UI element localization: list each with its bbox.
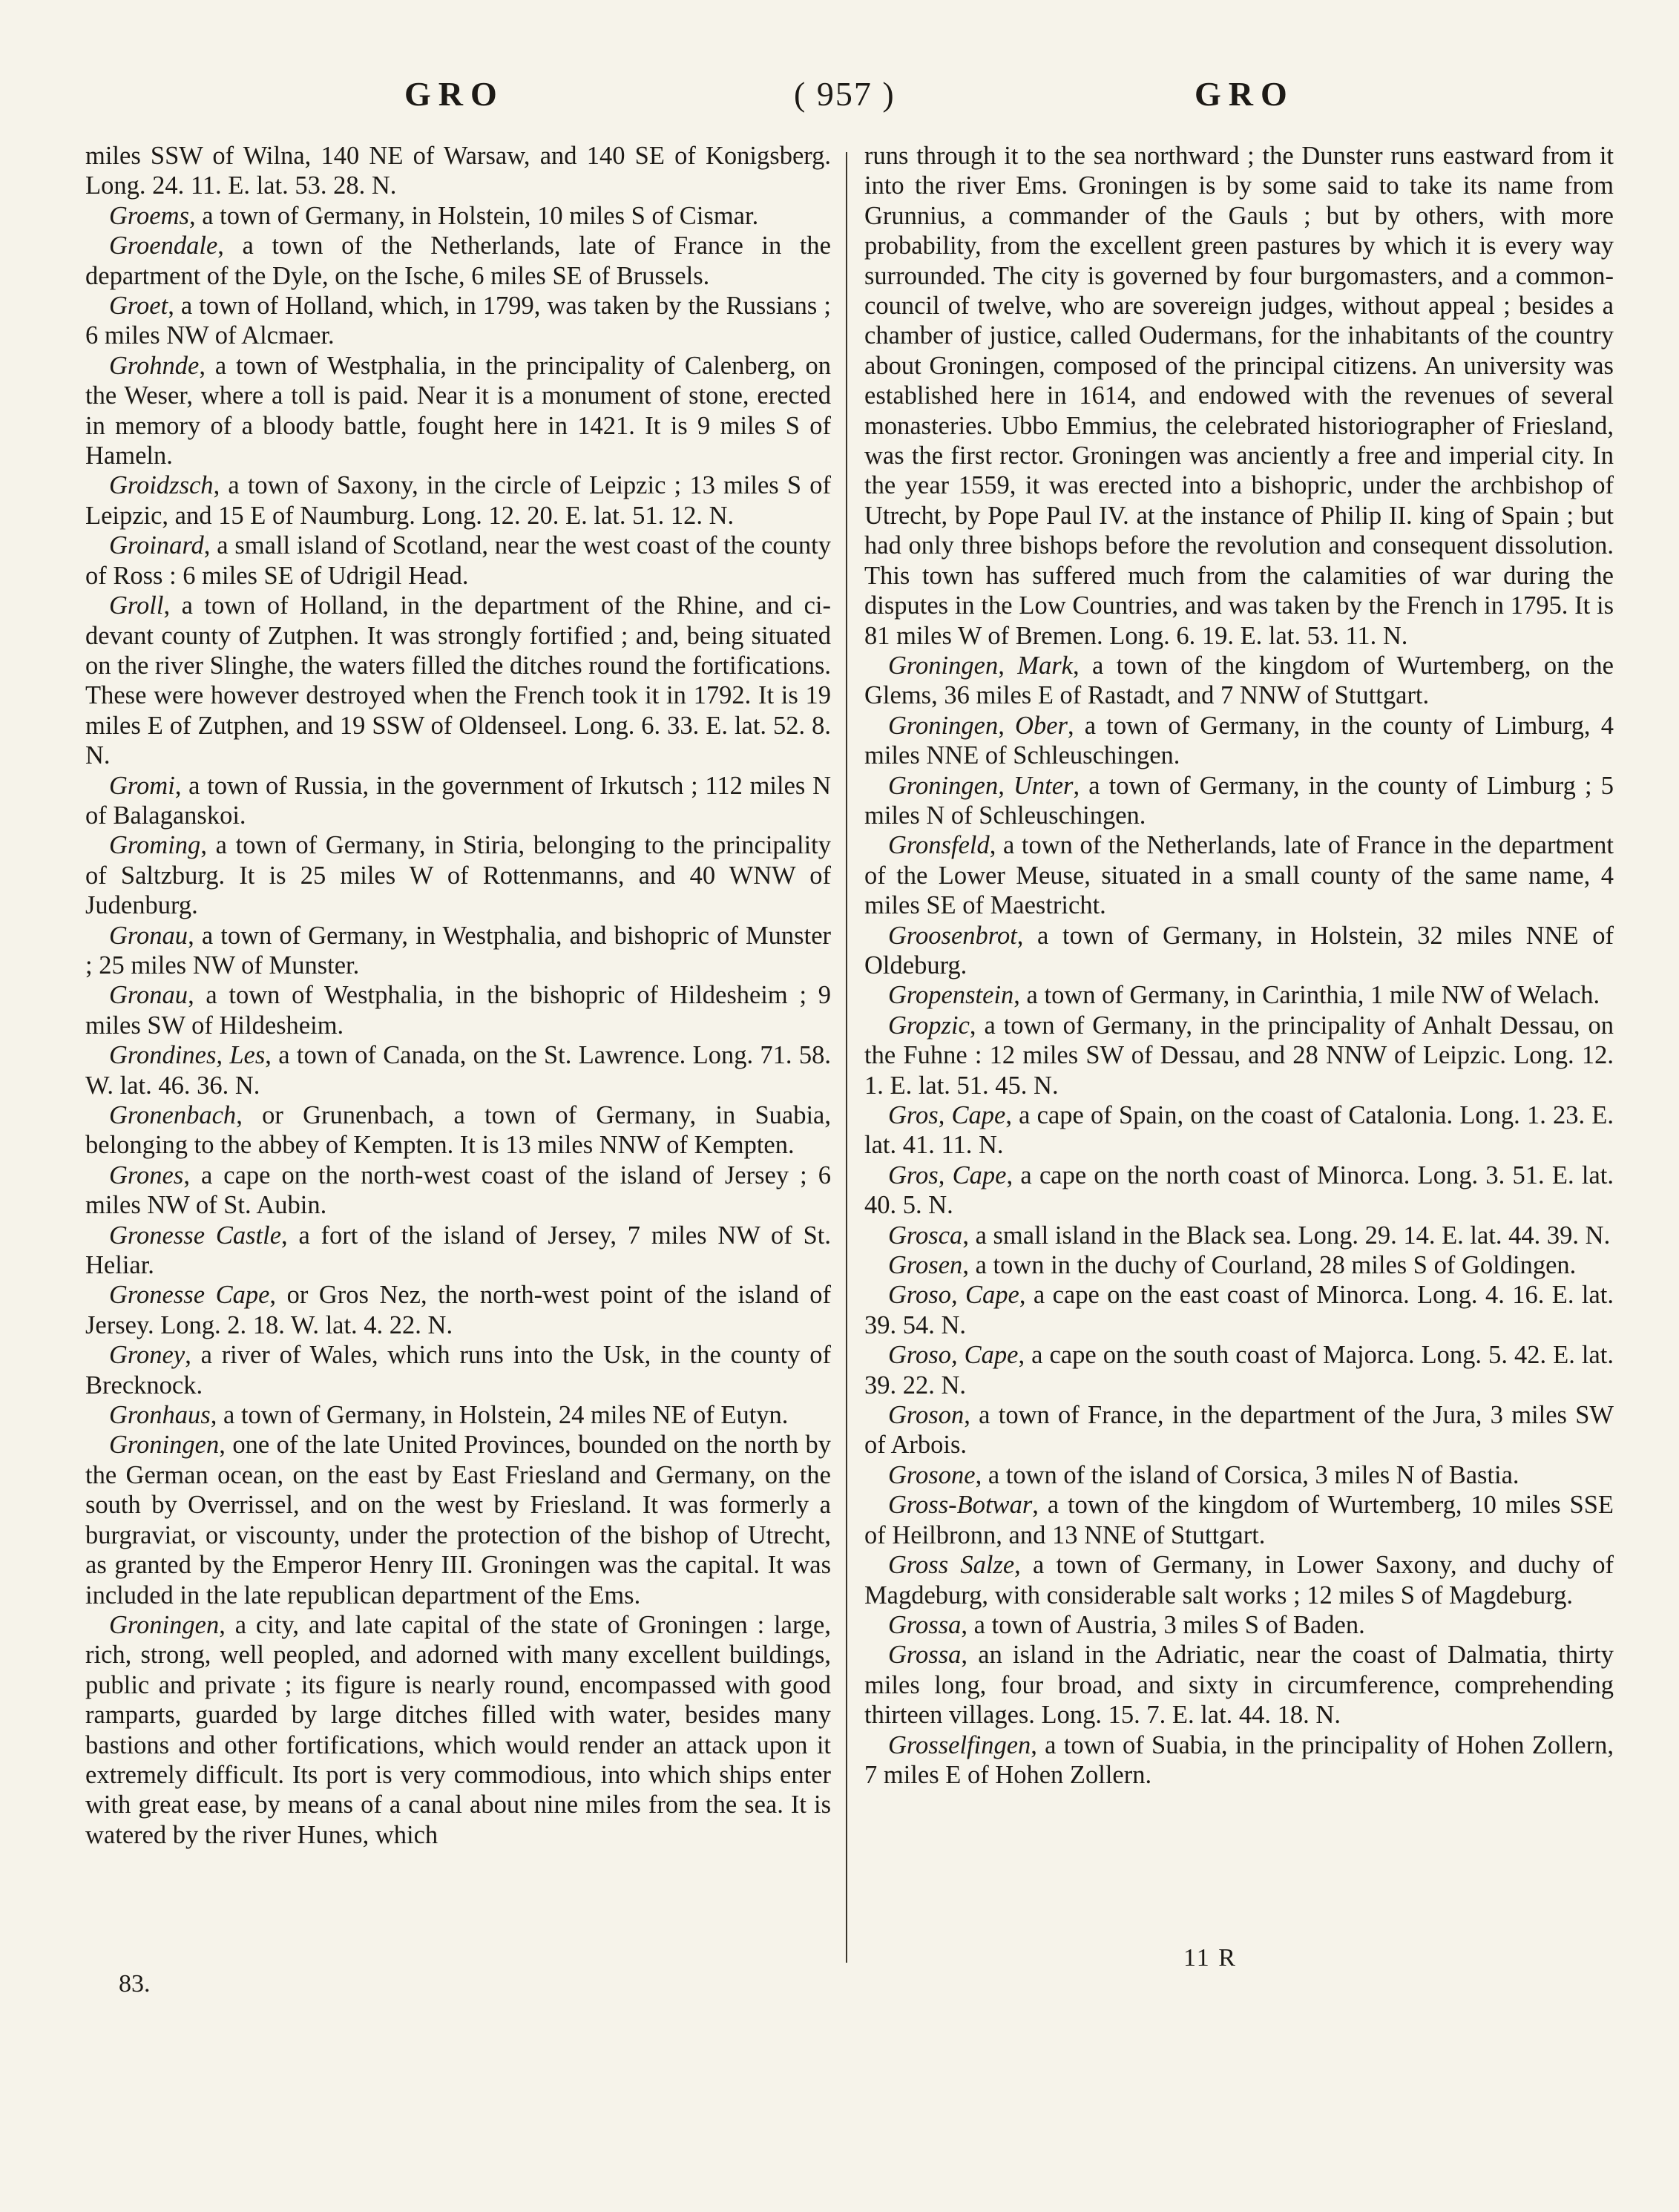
gazetteer-entry bbox=[85, 1100, 831, 1161]
entry-text: , a cape on the east coast of Minorca. Long. 4. 16. E. lat. 39. 54. N. bbox=[864, 1281, 1614, 1339]
gazetteer-entry bbox=[864, 1610, 1614, 1640]
gazetteer-entry bbox=[85, 201, 831, 231]
entry-text: , a town of the kingdom of Wurtemberg, 10 miles SSE of Heilbronn, and 13 NNE of Stuttgart. bbox=[864, 1491, 1614, 1549]
footer-catchword: 11 R bbox=[1183, 1944, 1237, 1972]
entry-headword: Groming bbox=[109, 831, 201, 860]
gazetteer-entry bbox=[85, 531, 831, 591]
gazetteer-entry bbox=[864, 1161, 1614, 1221]
entry-text: , a town of Germany, in the county of Limburg, 4 miles NNE of Schleuschingen. bbox=[864, 711, 1614, 770]
gazetteer-entry bbox=[85, 1040, 831, 1100]
entry-text: , a town of Germany, in Carinthia, 1 mile NW of Welach. bbox=[1013, 981, 1600, 1010]
gazetteer-entry bbox=[85, 1340, 831, 1400]
entry-text: , a town of Germany, in Holstein, 10 miles S of Cismar. bbox=[188, 201, 759, 230]
entry-text: , a cape on the south coast of Majorca. Long. 5. 42. E. lat. 39. 22. N. bbox=[864, 1341, 1614, 1399]
entry-headword: Groosenbrot bbox=[888, 921, 1017, 950]
gazetteer-entry bbox=[864, 1250, 1614, 1280]
gazetteer-entry bbox=[864, 1550, 1614, 1610]
entry-text: , a town of Saxony, in the circle of Leipzic ; 13 miles S of Leipzic, and 15 E of Naumburg. Long. 12. 20. E. lat. 51. 12. N. bbox=[85, 471, 831, 530]
gazetteer-entry bbox=[85, 291, 831, 351]
entry-text: , a city, and late capital of the state of Groningen : large, rich, strong, well peopled, and adorned with many excellent buildings, public and private ; its figure is nearly round, encompassed with good ramparts, guarded by large ditches filled with water, besides many bastions and other fortifications, which would render an attack upon it extremely difficult. Its port is very commodious, into which ships enter with great ease, by means of a canal about nine miles from the sea. It is watered by the river Hunes, which bbox=[85, 1610, 831, 1849]
gazetteer-entry bbox=[85, 1610, 831, 1850]
entry-headword: Gropenstein bbox=[888, 981, 1014, 1010]
gazetteer-entry bbox=[85, 830, 831, 920]
gazetteer-entry bbox=[864, 1400, 1614, 1460]
gazetteer-entry bbox=[85, 1221, 831, 1281]
entry-headword: Groningen, Ober bbox=[888, 711, 1068, 740]
gazetteer-entry bbox=[85, 141, 831, 201]
gazetteer-entry bbox=[85, 1400, 831, 1430]
gazetteer-entry bbox=[85, 470, 831, 531]
header-right-guideword: GRO bbox=[1195, 75, 1295, 113]
gazetteer-entry bbox=[85, 231, 831, 291]
entry-text: , a small island in the Black sea. Long. 29. 14. E. lat. 44. 39. N. bbox=[962, 1221, 1611, 1250]
gazetteer-entry bbox=[85, 980, 831, 1040]
entry-headword: Groll bbox=[109, 591, 164, 620]
entry-text: , a town of Holland, which, in 1799, was taken by the Russians ; 6 miles NW of Alcmaer. bbox=[85, 292, 831, 350]
entry-text: , a fort of the island of Jersey, 7 miles NW of St. Heliar. bbox=[85, 1221, 831, 1280]
entry-headword: Grosca bbox=[888, 1221, 963, 1250]
gazetteer-entry bbox=[85, 1161, 831, 1221]
entry-headword: Groso, Cape bbox=[888, 1281, 1019, 1310]
entry-text: , a town of Germany, in the principality of Anhalt Dessau, on the Fuhne : 12 miles SW of Dessau, and 28 NNW of Leipzic. Long. 12. 1. E. lat. 51. 45. N. bbox=[864, 1011, 1614, 1100]
header-left-guideword: GRO bbox=[404, 75, 505, 113]
entry-headword: Gronsfeld bbox=[888, 831, 990, 860]
entry-headword: Groet bbox=[109, 292, 168, 321]
entry-headword: Groinard bbox=[109, 531, 204, 560]
entry-text: , one of the late United Provinces, bounded on the north by the German ocean, on the east by East Friesland and Germany, on the south by Overrissel, and on the west by Friesland. It was formerly a burgraviat, or viscounty, under the protection of the bishop of Utrecht, as granted by the Emperor Henry III. Groningen was the capital. It was included in the late republican department of the Ems. bbox=[85, 1431, 831, 1609]
entry-text: , a river of Wales, which runs into the Usk, in the county of Brecknock. bbox=[85, 1341, 831, 1399]
footer-signature-mark: 83. bbox=[119, 1970, 151, 1998]
entry-text: , a town of Germany, in Holstein, 32 miles NNE of Oldeburg. bbox=[864, 921, 1614, 979]
entry-text: , a town of Canada, on the St. Lawrence. Long. 71. 58. W. lat. 46. 36. N. bbox=[85, 1041, 831, 1100]
entry-text: , a town of France, in the department of the Jura, 3 miles SW of Arbois. bbox=[864, 1401, 1614, 1460]
gazetteer-entry bbox=[864, 1280, 1614, 1340]
gazetteer-entry bbox=[864, 830, 1614, 920]
entry-headword: Groningen bbox=[109, 1431, 220, 1460]
entry-text: , a cape of Spain, on the coast of Catalonia. Long. 1. 23. E. lat. 41. 11. N. bbox=[864, 1101, 1614, 1160]
gazetteer-entry bbox=[85, 921, 831, 981]
entry-text: , a town of Holland, in the department of the Rhine, and ci-devant county of Zutphen. It was strongly fortified ; and, being situated on the river Slinghe, the waters filled the ditches round the fortifications. These were however destroyed when the French took it in 1792. It is 19 miles E of Zutphen, and 19 SSW of Oldenseel. Long. 6. 33. E. lat. 52. 8. N. bbox=[85, 591, 832, 770]
gazetteer-entry bbox=[85, 591, 831, 770]
entry-text: , a town of Germany, in Stiria, belonging to the principality of Saltzburg. It is 25 miles W of Rottenmanns, and 40 WNW of Judenburg. bbox=[85, 831, 831, 920]
entry-text: , a town of the island of Corsica, 3 miles N of Bastia. bbox=[975, 1460, 1519, 1489]
entry-text: , or Gros Nez, the north-west point of the island of Jersey. Long. 2. 18. W. lat. 4. 22. N. bbox=[85, 1281, 831, 1339]
entry-text: , a town of Germany, in the county of Limburg ; 5 miles N of Schleuschingen. bbox=[864, 771, 1614, 830]
gazetteer-entry bbox=[864, 980, 1614, 1010]
entry-headword: Grones bbox=[109, 1161, 184, 1189]
entry-headword: Grohnde bbox=[109, 351, 200, 380]
entry-headword: Gross Salze bbox=[888, 1551, 1015, 1580]
gazetteer-entry bbox=[864, 141, 1614, 651]
gazetteer-entry bbox=[864, 921, 1614, 981]
entry-headword: Gros, Cape bbox=[888, 1161, 1007, 1189]
entry-text: , a town of Russia, in the government of Irkutsch ; 112 miles N of Balaganskoi. bbox=[85, 771, 831, 830]
entry-headword: Groendale bbox=[109, 232, 218, 260]
entry-text: miles SSW of Wilna, 140 NE of Warsaw, and 140 SE of Konigsberg. Long. 24. 11. E. lat. 53. 28. N. bbox=[85, 142, 831, 200]
entry-text: , a town of Austria, 3 miles S of Baden. bbox=[961, 1610, 1365, 1639]
entry-headword: Grosone bbox=[888, 1460, 976, 1489]
gazetteer-entry bbox=[85, 1280, 831, 1340]
entry-text: , or Grunenbach, a town of Germany, in Suabia, belonging to the abbey of Kempten. It is 13 miles NNW of Kempten. bbox=[85, 1101, 831, 1160]
entry-text: , a town of Suabia, in the principality of Hohen Zollern, 7 miles E of Hohen Zollern. bbox=[864, 1730, 1614, 1789]
entry-headword: Gromi bbox=[109, 771, 175, 800]
gazetteer-entry bbox=[864, 771, 1614, 831]
entry-headword: Gronesse Castle bbox=[109, 1221, 282, 1250]
entry-text: , an island in the Adriatic, near the coast of Dalmatia, thirty miles long, four broad, and sixty in circumference, comprehending thirteen villages. Long. 15. 7. E. lat. 44. 18. N. bbox=[864, 1641, 1614, 1730]
entry-text: , a small island of Scotland, near the west coast of the county of Ross : 6 miles SE of Udrigil Head. bbox=[85, 531, 831, 590]
gazetteer-entry bbox=[85, 351, 831, 471]
entry-headword: Gros, Cape bbox=[888, 1101, 1006, 1129]
page-header bbox=[0, 74, 1679, 126]
gazetteer-entry bbox=[864, 1640, 1614, 1730]
entry-headword: Groems bbox=[109, 201, 189, 230]
entry-headword: Groson bbox=[888, 1401, 965, 1430]
entry-headword: Grondines, Les bbox=[109, 1041, 266, 1070]
entry-headword: Grossa bbox=[888, 1641, 962, 1670]
entry-text: , a town of Westphalia, in the bishopric of Hildesheim ; 9 miles SW of Hildesheim. bbox=[85, 981, 831, 1040]
entry-headword: Grosen bbox=[888, 1251, 963, 1280]
header-page-number: ( 957 ) bbox=[794, 75, 896, 113]
gazetteer-entry bbox=[864, 711, 1614, 771]
entry-text: , a town in the duchy of Courland, 28 miles S of Goldingen. bbox=[962, 1251, 1577, 1280]
entry-text: runs through it to the sea northward ; the Dunster runs eastward from it into the river Ems. Groningen is by some said to take its name from Grunnius, a commander of the Gauls ; but by others, with more probability, from the excellent green pastures by which it is every way surrounded. The city is governed by four burgomasters, and a common-council of twelve, who are sovereign judges, without appeal ; besides a chamber of justice, called Oudermans, for the inhabitants of the country about Groningen, composed of the principal citizens. An university was established here in 1614, and endowed with the revenues of several monasteries. Ubbo Emmius, the celebrated historiographer of Friesland, was the first rector. Groningen was anciently a free and imperial city. In the year 1559, it was erected into a bishopric, under the archbishop of Utrecht, by Pope Paul IV. at the instance of Philip II. king of Spain ; but had only three bishops before the revolution and consequent dissolution. This town has suffered much from the calamities of war during the disputes in the Low Countries, and was taken by the French in 1795. It is 81 miles W of Bremen. Long. 6. 19. E. lat. 53. 11. N. bbox=[864, 142, 1614, 650]
entry-headword: Groningen bbox=[109, 1610, 220, 1639]
entry-headword: Gronenbach bbox=[109, 1101, 237, 1129]
gazetteer-entry bbox=[85, 771, 831, 831]
entry-text: , a town of Germany, in Lower Saxony, and duchy of Magdeburg, with considerable salt works ; 12 miles S of Magdeburg. bbox=[864, 1551, 1614, 1609]
entry-headword: Gronau bbox=[109, 921, 188, 950]
entry-text: , a town of Germany, in Holstein, 24 miles NE of Eutyn. bbox=[210, 1401, 789, 1430]
gazetteer-entry bbox=[864, 651, 1614, 711]
gazetteer-entry bbox=[864, 1730, 1614, 1791]
entry-headword: Gross-Botwar bbox=[888, 1491, 1033, 1520]
entry-text: , a town of the Netherlands, late of France in the department of the Dyle, on the Ische, 6 miles SE of Brussels. bbox=[85, 232, 831, 290]
gazetteer-entry bbox=[864, 1011, 1614, 1100]
entry-headword: Groningen, Mark bbox=[888, 651, 1073, 680]
entry-headword: Groso, Cape bbox=[888, 1341, 1019, 1370]
entry-text: , a town of the Netherlands, late of France in the department of the Lower Meuse, situated in a small county of the same name, 4 miles SE of Maestricht. bbox=[864, 831, 1614, 920]
entry-text: , a town of Westphalia, in the principality of Calenberg, on the Weser, where a toll is paid. Near it is a monument of stone, erected in memory of a bloody battle, fought here in 1421. It is 9 miles S of Hameln. bbox=[85, 351, 831, 470]
entry-headword: Grosselfingen bbox=[888, 1730, 1031, 1759]
gazetteer-entry bbox=[864, 1340, 1614, 1400]
column-divider bbox=[846, 152, 847, 1963]
entry-headword: Gronesse Cape bbox=[109, 1281, 270, 1310]
entry-headword: Gronau bbox=[109, 981, 188, 1010]
entry-headword: Gronhaus bbox=[109, 1401, 211, 1430]
entry-text: , a town of the kingdom of Wurtemberg, on the Glems, 36 miles E of Rastadt, and 7 NNW of Stuttgart. bbox=[864, 651, 1614, 710]
entry-text: , a cape on the north-west coast of the island of Jersey ; 6 miles NW of St. Aubin. bbox=[85, 1161, 831, 1220]
gazetteer-entry bbox=[864, 1490, 1614, 1550]
gazetteer-entry bbox=[864, 1100, 1614, 1161]
gazetteer-entry bbox=[864, 1221, 1614, 1250]
gazetteer-entry bbox=[85, 1430, 831, 1609]
entry-headword: Groidzsch bbox=[109, 471, 214, 500]
entry-headword: Groney bbox=[109, 1341, 185, 1370]
entry-text: , a cape on the north coast of Minorca. Long. 3. 51. E. lat. 40. 5. N. bbox=[864, 1161, 1614, 1220]
entry-headword: Gropzic bbox=[888, 1011, 970, 1040]
gazetteer-entry bbox=[864, 1460, 1614, 1490]
left-column bbox=[85, 141, 831, 1850]
entry-headword: Groningen, Unter bbox=[888, 771, 1074, 800]
entry-headword: Grossa bbox=[888, 1610, 962, 1639]
entry-text: , a town of Germany, in Westphalia, and bishopric of Munster ; 25 miles NW of Munster. bbox=[85, 921, 831, 979]
right-column bbox=[864, 141, 1614, 1790]
